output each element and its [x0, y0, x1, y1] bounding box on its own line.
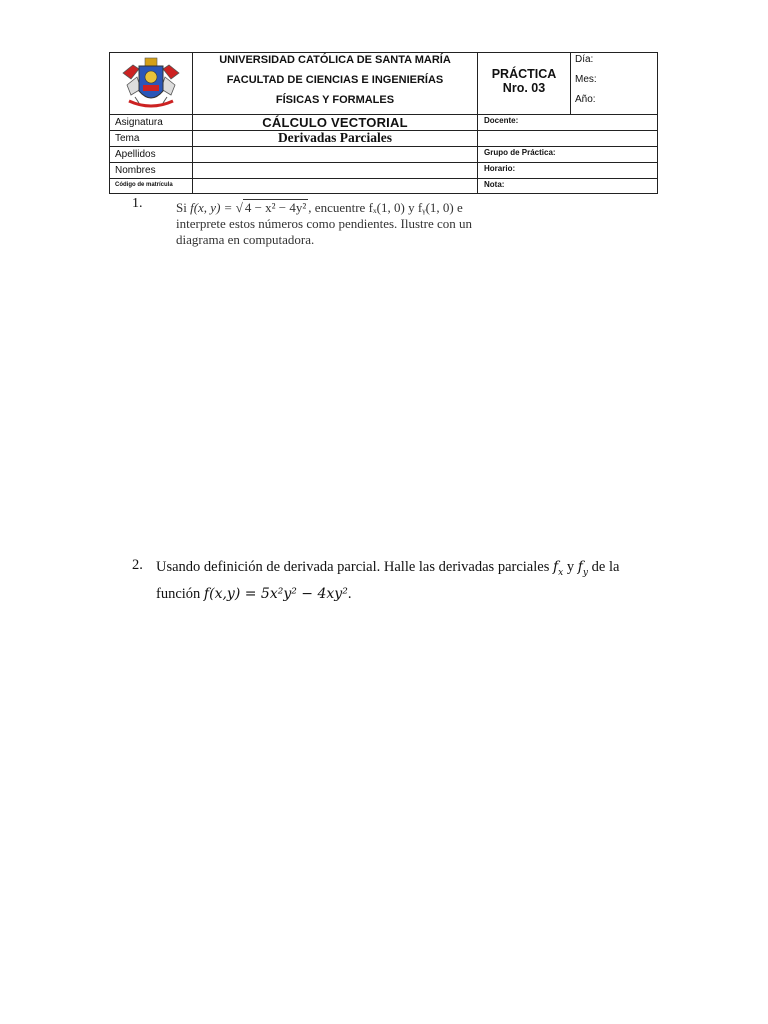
- fx-symbol: $f_x$: [552, 559, 564, 578]
- header-top-row: [110, 53, 657, 114]
- teacher-extra-cell: [477, 131, 657, 146]
- code-label: Código de matrícula: [115, 182, 173, 188]
- problem-2-tail: de la: [588, 559, 620, 575]
- surnames-field[interactable]: [192, 147, 477, 162]
- names-row: [110, 162, 657, 178]
- problem-2-and: y: [563, 559, 578, 575]
- university-crest-icon: [119, 55, 183, 113]
- topic-label: Tema: [115, 133, 140, 144]
- year-label: Año:: [575, 94, 596, 105]
- topic-value: Derivadas Parciales: [192, 131, 477, 146]
- surnames-row: [110, 146, 657, 162]
- code-row: [110, 178, 657, 193]
- problem-1-line-1: [176, 199, 536, 216]
- problem-1-radicand: 4 − x² − 4y²: [244, 200, 307, 215]
- problem-1-function: f(x, y) =: [190, 200, 236, 215]
- grade-label: Nota:: [477, 179, 657, 193]
- problem-2-period: .: [347, 585, 352, 602]
- university-cell: [192, 53, 477, 114]
- practice-cell: [477, 53, 570, 114]
- problem-1-line-2: interprete estos números como pendientes. Ilustre con un: [176, 216, 473, 231]
- problem-2-line-2: [156, 584, 661, 605]
- problem-1-number: 1.: [132, 196, 143, 211]
- practice-label: PRÁCTICA: [491, 67, 557, 81]
- sqrt-symbol: √ 4 − x² − 4y²: [235, 200, 307, 215]
- faculty-line-1: FACULTAD DE CIENCIAS E INGENIERÍAS: [226, 74, 444, 86]
- month-label: Mes:: [575, 74, 597, 85]
- university-name: UNIVERSIDAD CATÓLICA DE SANTA MARÍA: [219, 54, 451, 66]
- problem-2-function-word: función: [156, 585, 204, 602]
- problem-1-suffix: , encuentre fₓ(1, 0) y fᵧ(1, 0) e: [308, 200, 463, 215]
- practice-number: Nro. 03: [502, 81, 546, 95]
- names-label: Nombres: [115, 165, 156, 176]
- problem-2-intro: Usando definición de derivada parcial. Halle las derivadas parciales: [156, 559, 553, 575]
- subject-label: Asignatura: [115, 117, 163, 128]
- teacher-label: Docente:: [477, 115, 657, 130]
- group-label: Grupo de Práctica:: [477, 147, 657, 162]
- schedule-label: Horario:: [477, 163, 657, 178]
- problem-1-line-3: diagrama en computadora.: [176, 232, 315, 247]
- problem-1-text: [176, 199, 536, 248]
- problem-2-line-1: [156, 557, 661, 584]
- names-field[interactable]: [192, 163, 477, 178]
- faculty-line-2: FÍSICAS Y FORMALES: [275, 94, 395, 106]
- problem-1-prefix: Si: [176, 200, 191, 215]
- fy-symbol: $f_y$: [577, 559, 589, 578]
- surnames-label: Apellidos: [115, 149, 156, 160]
- day-label: Día:: [575, 54, 594, 65]
- topic-row: [110, 130, 657, 146]
- problem-2-text: [156, 557, 661, 605]
- code-field[interactable]: [192, 179, 477, 193]
- logo-cell: [110, 53, 192, 114]
- subject-row: [110, 114, 657, 130]
- problem-2-number: 2.: [132, 557, 143, 573]
- date-cell: [570, 53, 657, 114]
- header-table: [109, 52, 658, 194]
- subject-value: CÁLCULO VECTORIAL: [192, 115, 477, 130]
- problem-2-expression: f(x,y) = 5x²y² − 4xy²: [203, 585, 348, 602]
